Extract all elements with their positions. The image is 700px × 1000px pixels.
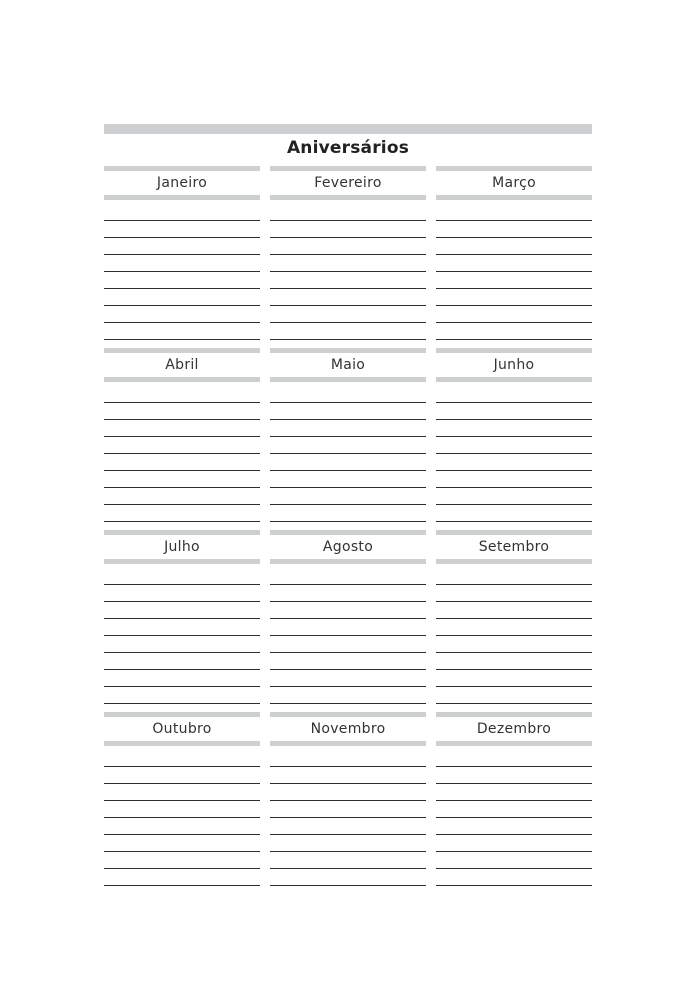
month-block-julho	[104, 530, 260, 707]
month-header-band	[436, 195, 592, 200]
writing-line	[270, 419, 426, 420]
writing-line	[270, 885, 426, 886]
writing-line	[104, 618, 260, 619]
month-label: Junho	[493, 357, 535, 373]
writing-line	[270, 669, 426, 670]
month-block-maio	[270, 348, 426, 525]
writing-line	[104, 885, 260, 886]
writing-line	[436, 800, 592, 801]
month-header-band	[436, 741, 592, 746]
writing-line	[104, 584, 260, 585]
writing-line	[436, 419, 592, 420]
writing-line	[104, 834, 260, 835]
month-header-band	[436, 377, 592, 382]
writing-line	[270, 220, 426, 221]
writing-line	[104, 271, 260, 272]
writing-line	[270, 868, 426, 869]
writing-line	[270, 305, 426, 306]
writing-line	[104, 339, 260, 340]
writing-line	[436, 635, 592, 636]
writing-line	[436, 766, 592, 767]
month-block-junho	[436, 348, 592, 525]
writing-line	[270, 254, 426, 255]
writing-line	[436, 237, 592, 238]
writing-line	[270, 800, 426, 801]
writing-line	[436, 703, 592, 704]
birthday-page	[104, 124, 592, 890]
writing-line	[270, 635, 426, 636]
writing-line	[104, 521, 260, 522]
writing-line	[270, 766, 426, 767]
month-label: Outubro	[152, 721, 212, 737]
writing-line	[104, 601, 260, 602]
writing-line	[436, 618, 592, 619]
month-label: Janeiro	[156, 175, 208, 191]
month-block-agosto	[270, 530, 426, 707]
writing-line	[436, 686, 592, 687]
writing-line	[436, 504, 592, 505]
writing-line	[104, 402, 260, 403]
month-label: Fevereiro	[314, 175, 382, 191]
writing-line	[436, 601, 592, 602]
writing-line	[436, 254, 592, 255]
month-block-novembro	[270, 712, 426, 889]
page-title: Aniversários	[286, 138, 410, 158]
writing-line	[270, 601, 426, 602]
writing-line	[270, 271, 426, 272]
month-label: Novembro	[310, 721, 386, 737]
writing-line	[104, 817, 260, 818]
writing-line	[436, 584, 592, 585]
writing-line	[270, 817, 426, 818]
writing-line	[104, 453, 260, 454]
month-header-band	[104, 195, 260, 200]
month-header-band	[436, 559, 592, 564]
writing-line	[436, 669, 592, 670]
month-header-band	[436, 712, 592, 717]
writing-line	[104, 504, 260, 505]
writing-line	[270, 521, 426, 522]
writing-line	[270, 618, 426, 619]
month-header-band	[104, 166, 260, 171]
writing-line	[436, 339, 592, 340]
writing-line	[436, 817, 592, 818]
writing-line	[270, 783, 426, 784]
month-header-band	[436, 530, 592, 535]
writing-line	[104, 322, 260, 323]
month-header-band	[270, 530, 426, 535]
writing-line	[270, 703, 426, 704]
writing-line	[270, 834, 426, 835]
month-header-band	[270, 712, 426, 717]
writing-line	[104, 419, 260, 420]
month-label: Setembro	[478, 539, 550, 555]
writing-line	[104, 868, 260, 869]
writing-line	[436, 652, 592, 653]
writing-line	[104, 635, 260, 636]
month-header-band	[270, 195, 426, 200]
writing-line	[270, 322, 426, 323]
writing-line	[104, 800, 260, 801]
month-label: Maio	[330, 357, 366, 373]
writing-line	[104, 237, 260, 238]
writing-line	[270, 288, 426, 289]
month-header-band	[436, 348, 592, 353]
writing-line	[270, 237, 426, 238]
month-block-abril	[104, 348, 260, 525]
writing-line	[436, 402, 592, 403]
month-header-band	[104, 559, 260, 564]
writing-line	[436, 487, 592, 488]
month-header-band	[104, 530, 260, 535]
writing-line	[436, 322, 592, 323]
writing-line	[270, 436, 426, 437]
writing-line	[270, 686, 426, 687]
writing-line	[270, 487, 426, 488]
month-header-band	[270, 741, 426, 746]
writing-line	[270, 851, 426, 852]
writing-line	[104, 470, 260, 471]
writing-line	[436, 885, 592, 886]
month-block-setembro	[436, 530, 592, 707]
month-label: Abril	[165, 357, 199, 373]
writing-line	[104, 851, 260, 852]
writing-line	[436, 868, 592, 869]
month-header-band	[270, 166, 426, 171]
month-header-band	[270, 559, 426, 564]
writing-line	[104, 783, 260, 784]
month-label: Dezembro	[476, 721, 552, 737]
month-block-janeiro	[104, 166, 260, 343]
month-label: Março	[492, 175, 536, 191]
month-header-band	[104, 741, 260, 746]
writing-line	[104, 669, 260, 670]
writing-line	[270, 339, 426, 340]
writing-line	[436, 851, 592, 852]
month-block-fevereiro	[270, 166, 426, 343]
writing-line	[436, 521, 592, 522]
writing-line	[270, 652, 426, 653]
month-block-dezembro	[436, 712, 592, 889]
month-header-band	[270, 348, 426, 353]
writing-line	[270, 584, 426, 585]
writing-line	[436, 436, 592, 437]
writing-line	[436, 453, 592, 454]
writing-line	[270, 470, 426, 471]
month-header-band	[104, 348, 260, 353]
writing-line	[104, 254, 260, 255]
writing-line	[436, 220, 592, 221]
writing-line	[104, 305, 260, 306]
month-label: Julho	[164, 539, 200, 555]
writing-line	[436, 305, 592, 306]
month-header-band	[104, 712, 260, 717]
month-label: Agosto	[322, 539, 374, 555]
writing-line	[436, 470, 592, 471]
month-header-band	[104, 377, 260, 382]
writing-line	[104, 436, 260, 437]
writing-line	[104, 652, 260, 653]
writing-line	[104, 766, 260, 767]
writing-line	[436, 783, 592, 784]
month-block-outubro	[104, 712, 260, 889]
writing-line	[104, 220, 260, 221]
month-header-band	[436, 166, 592, 171]
writing-line	[270, 402, 426, 403]
month-header-band	[270, 377, 426, 382]
writing-line	[270, 453, 426, 454]
writing-line	[104, 288, 260, 289]
writing-line	[270, 504, 426, 505]
writing-line	[436, 834, 592, 835]
writing-line	[436, 288, 592, 289]
month-block-marco	[436, 166, 592, 343]
header-bar	[104, 124, 592, 134]
writing-line	[104, 703, 260, 704]
writing-line	[104, 686, 260, 687]
writing-line	[104, 487, 260, 488]
writing-line	[436, 271, 592, 272]
